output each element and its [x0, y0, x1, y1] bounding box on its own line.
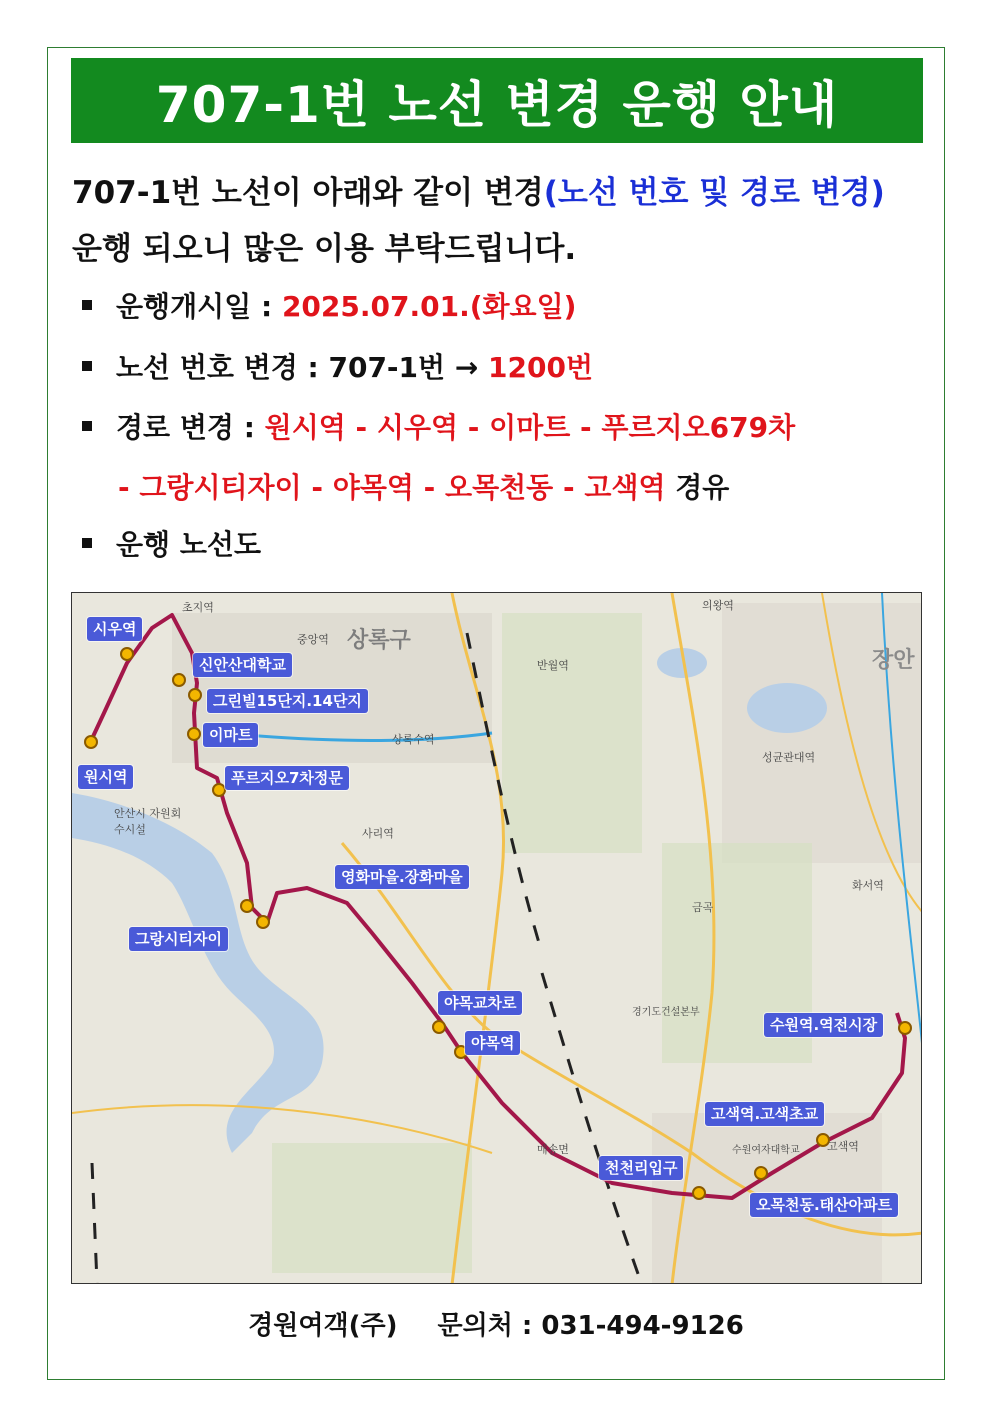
contact-info: 문의처 : 031-494-9126	[437, 1311, 744, 1341]
stop-marker	[692, 1186, 706, 1200]
bullet-icon	[82, 361, 92, 371]
footer	[0, 1305, 992, 1342]
route-change-value-1: 원시역 - 시우역 - 이마트 - 푸르지오679차	[264, 411, 796, 444]
place-name: 수원여자대학교	[732, 1145, 800, 1156]
place-name: 의왕역	[702, 599, 734, 612]
place-name: 상록수역	[392, 733, 435, 746]
place-name: 안산시 자원회수시설	[114, 807, 182, 836]
stop-label-prugio: 푸르지오7차정문	[225, 766, 349, 790]
stop-marker	[240, 899, 254, 913]
stop-label-wonsi: 원시역	[78, 765, 133, 789]
stop-marker	[188, 688, 202, 702]
stop-marker	[256, 915, 270, 929]
intro-text	[72, 165, 922, 277]
place-name: 장안	[872, 648, 915, 673]
place-name: 화서역	[852, 879, 884, 892]
company-name: 경원여객(주)	[248, 1311, 398, 1341]
stop-label-gosaek: 고색역.고색초교	[705, 1102, 824, 1126]
place-name: 고색역	[827, 1140, 859, 1153]
route-map-label: 운행 노선도	[116, 528, 261, 561]
intro-part2: (노선 번호 및 경로 변경)	[543, 175, 885, 211]
intro-part3: 운행 되오니 많은 이용 부탁드립니다.	[72, 231, 577, 267]
place-name: 초지역	[182, 601, 214, 614]
route-change-item	[82, 398, 795, 458]
place-name: 매송면	[537, 1143, 569, 1156]
place-name: 금곡	[692, 901, 714, 914]
route-change-suffix: 경유	[665, 471, 730, 504]
place-name: 상록구	[347, 628, 411, 653]
bullet-icon	[82, 538, 92, 548]
place-name: 사리역	[362, 827, 394, 840]
stop-marker	[172, 673, 186, 687]
stop-label-greenvill: 그린빌15단지.14단지	[207, 689, 368, 713]
stop-label-shinansan: 신안산대학교	[193, 653, 292, 677]
bullet-icon	[82, 421, 92, 431]
stop-label-suwon: 수원역.역전시장	[764, 1013, 883, 1037]
route-map	[71, 592, 922, 1284]
place-name: 반월역	[537, 659, 569, 672]
route-number-label: 노선 번호 변경 : 707-1번 →	[116, 351, 489, 384]
stop-label-omok: 오목천동.태산아파트	[750, 1193, 898, 1217]
stop-label-emart: 이마트	[203, 723, 258, 747]
stop-marker	[898, 1021, 912, 1035]
bullet-icon	[82, 300, 92, 310]
place-name: 중앙역	[297, 633, 329, 646]
stop-marker	[120, 647, 134, 661]
route-change-label: 경로 변경 :	[116, 411, 265, 444]
place-name: 경기도건설본부	[632, 1007, 700, 1018]
route-number-value: 1200번	[488, 351, 594, 384]
intro-part1: 707-1번 노선이 아래와 같이 변경	[72, 175, 544, 211]
route-number-item	[82, 338, 593, 398]
stop-label-yamok-cross: 야목교차로	[438, 991, 522, 1015]
stop-label-grandcity: 그랑시티자이	[129, 927, 228, 951]
stop-label-yamok: 야목역	[465, 1031, 520, 1055]
stop-marker	[432, 1020, 446, 1034]
page-title: 707-1번 노선 변경 운행 안내	[71, 58, 923, 143]
stop-label-cheoncheon: 천천리입구	[599, 1156, 683, 1180]
start-date-value: 2025.07.01.(화요일)	[281, 290, 577, 323]
place-name: 성균관대역	[762, 751, 816, 764]
stop-marker	[84, 735, 98, 749]
route-map-item	[82, 515, 261, 575]
stop-marker	[187, 727, 201, 741]
route-change-continued	[118, 458, 729, 518]
stop-marker	[754, 1166, 768, 1180]
stop-label-younghwa: 영화마을.장화마을	[335, 865, 469, 889]
route-change-value-2: - 그랑시티자이 - 야목역 - 오목천동 - 고색역	[118, 471, 666, 504]
stop-marker	[212, 783, 226, 797]
start-date-item	[82, 277, 576, 337]
stop-label-siu: 시우역	[87, 617, 142, 641]
start-date-label: 운행개시일 :	[116, 290, 282, 323]
